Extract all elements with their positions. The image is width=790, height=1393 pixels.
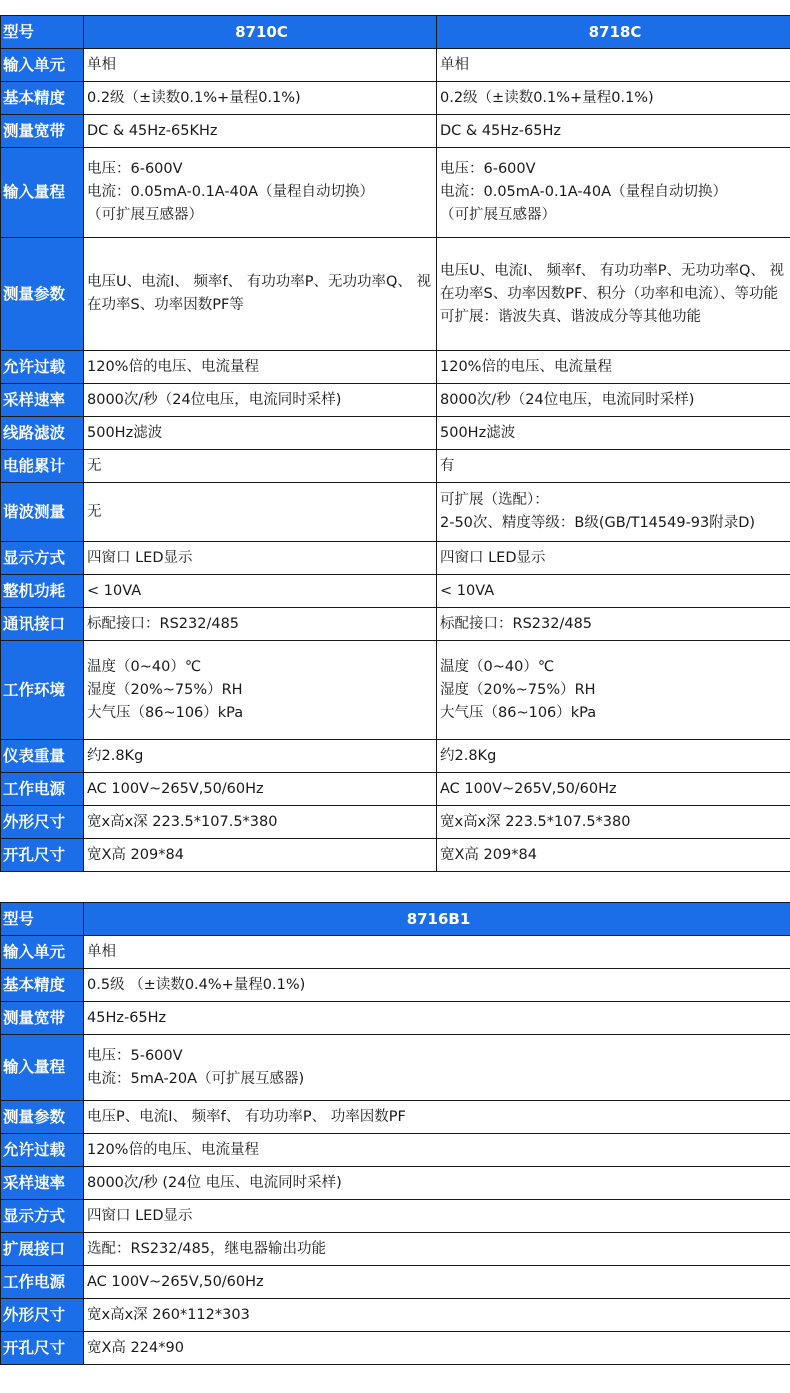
value-cell-8718c xyxy=(437,450,790,483)
table-row xyxy=(1,82,790,115)
cell-text-line: DC & 45Hz-65Hz xyxy=(440,122,561,139)
cell-text-line: 湿度（20%~75%）RH xyxy=(87,681,243,698)
value-cell-8716b1 xyxy=(84,1299,790,1332)
table-row xyxy=(1,1332,790,1365)
table-row xyxy=(1,773,790,806)
row-label: 外形尺寸 xyxy=(1,1299,84,1332)
table-row xyxy=(1,839,790,872)
cell-text-line: 宽X高 224*90 xyxy=(87,1339,184,1356)
cell-text-line: AC 100V~265V,50/60Hz xyxy=(87,780,264,797)
cell-text-line: 电压P、电流I、 频率f、 有功功率P、 功率因数PF xyxy=(87,1108,406,1125)
row-label: 采样速率 xyxy=(1,1167,84,1200)
table-row xyxy=(1,641,790,740)
cell-text-line: （可扩展互感器） xyxy=(87,207,203,223)
value-cell-8716b1 xyxy=(84,1332,790,1365)
model-header-8718c: 8718C xyxy=(437,16,790,49)
value-cell-8718c xyxy=(437,384,790,417)
value-cell-8718c xyxy=(437,839,790,872)
table-row xyxy=(1,49,790,82)
value-cell-8716b1 xyxy=(84,1200,790,1233)
value-cell-8716b1 xyxy=(84,1101,790,1134)
value-cell-8710c xyxy=(84,773,437,806)
row-label: 测量参数 xyxy=(1,238,84,351)
value-cell-8716b1 xyxy=(84,1134,790,1167)
table-header-row xyxy=(1,903,790,936)
cell-text-line: 标配接口：RS232/485 xyxy=(87,615,240,632)
model-header-label: 型号 xyxy=(1,903,84,936)
row-label: 测量宽带 xyxy=(1,115,84,148)
table-row xyxy=(1,483,790,542)
value-cell-8716b1 xyxy=(84,1002,790,1035)
value-cell-8710c xyxy=(84,115,437,148)
cell-text-line: 0.2级（±读数0.1%+量程0.1%) xyxy=(87,89,301,106)
value-cell-8718c xyxy=(437,542,790,575)
cell-text-line: 2-50次、精度等级：B级(GB/T14549-93附录D) xyxy=(440,515,756,531)
cell-text-line: 无 xyxy=(87,457,102,474)
model-header-8710c: 8710C xyxy=(84,16,437,49)
value-cell-8710c xyxy=(84,417,437,450)
row-label: 基本精度 xyxy=(1,969,84,1002)
table-row xyxy=(1,936,790,969)
table-row xyxy=(1,969,790,1002)
value-cell-8710c xyxy=(84,450,437,483)
row-label: 显示方式 xyxy=(1,1200,84,1233)
cell-text-line: 120%倍的电压、电流量程 xyxy=(87,1141,259,1158)
value-cell-8718c xyxy=(437,238,790,351)
value-cell-8710c xyxy=(84,839,437,872)
row-label: 开孔尺寸 xyxy=(1,839,84,872)
row-label: 工作环境 xyxy=(1,641,84,740)
cell-text-line: 0.5级 （±读数0.4%+量程0.1%) xyxy=(87,976,306,993)
value-cell-8718c xyxy=(437,148,790,238)
row-label: 允许过载 xyxy=(1,1134,84,1167)
value-cell-8710c xyxy=(84,351,437,384)
row-label: 允许过载 xyxy=(1,351,84,384)
cell-text-line: 8000次/秒 (24位 电压、电流同时采样) xyxy=(87,1174,342,1191)
cell-text-line: 约2.8Kg xyxy=(87,747,144,764)
value-cell-8718c xyxy=(437,49,790,82)
value-cell-8716b1 xyxy=(84,1035,790,1101)
cell-text-line: 大气压（86~106）kPa xyxy=(440,704,597,721)
cell-text-line: 宽X高 209*84 xyxy=(440,846,537,863)
table-row xyxy=(1,1002,790,1035)
value-cell-8718c xyxy=(437,483,790,542)
table-row xyxy=(1,608,790,641)
spec-table-8710c-8718c xyxy=(0,15,790,872)
value-cell-8718c xyxy=(437,417,790,450)
cell-text-line: 约2.8Kg xyxy=(440,747,497,764)
value-cell-8710c xyxy=(84,806,437,839)
row-label: 整机功耗 xyxy=(1,575,84,608)
cell-text-line: 8000次/秒（24位电压，电流同时采样) xyxy=(440,391,695,408)
value-cell-8718c xyxy=(437,773,790,806)
value-cell-8718c xyxy=(437,115,790,148)
cell-text-line: 电流：5mA-20A（可扩展互感器) xyxy=(87,1070,305,1087)
cell-text-line: 电流：0.05mA-0.1A-40A（量程自动切换） xyxy=(87,184,375,200)
value-cell-8710c xyxy=(84,148,437,238)
cell-text-line: （可扩展互感器） xyxy=(440,207,556,223)
value-cell-8710c xyxy=(84,384,437,417)
cell-text-line: 宽x高x深 223.5*107.5*380 xyxy=(440,813,631,830)
table-row xyxy=(1,148,790,238)
table-row xyxy=(1,450,790,483)
value-cell-8710c xyxy=(84,483,437,542)
cell-text-line: 45Hz-65Hz xyxy=(87,1009,167,1026)
cell-text-line: 大气压（86~106）kPa xyxy=(87,704,244,721)
value-cell-8710c xyxy=(84,608,437,641)
cell-text-line: 有 xyxy=(440,457,455,474)
table-row xyxy=(1,384,790,417)
cell-text-line: 选配：RS232/485，继电器输出功能 xyxy=(87,1240,327,1257)
row-label: 测量参数 xyxy=(1,1101,84,1134)
row-label: 通讯接口 xyxy=(1,608,84,641)
cell-text-line: 四窗口 LED显示 xyxy=(87,1207,193,1224)
row-label: 输入量程 xyxy=(1,148,84,238)
row-label: 线路滤波 xyxy=(1,417,84,450)
cell-text-line: < 10VA xyxy=(440,582,495,599)
value-cell-8716b1 xyxy=(84,969,790,1002)
model-header-8716b1: 8716B1 xyxy=(84,903,790,936)
row-label: 扩展接口 xyxy=(1,1233,84,1266)
value-cell-8718c xyxy=(437,608,790,641)
table-row xyxy=(1,1101,790,1134)
table-row xyxy=(1,542,790,575)
cell-text-line: 可扩展（选配）： xyxy=(440,492,549,508)
table-row xyxy=(1,115,790,148)
value-cell-8710c xyxy=(84,49,437,82)
row-label: 采样速率 xyxy=(1,384,84,417)
spec-table-body xyxy=(1,16,790,872)
value-cell-8710c xyxy=(84,575,437,608)
table-row xyxy=(1,417,790,450)
cell-text-line: 四窗口 LED显示 xyxy=(440,549,546,566)
row-label: 输入单元 xyxy=(1,936,84,969)
cell-text-line: AC 100V~265V,50/60Hz xyxy=(440,780,617,797)
row-label: 显示方式 xyxy=(1,542,84,575)
table-row xyxy=(1,1200,790,1233)
row-label: 工作电源 xyxy=(1,773,84,806)
row-label: 外形尺寸 xyxy=(1,806,84,839)
table-row xyxy=(1,1299,790,1332)
cell-text-line: 宽x高x深 223.5*107.5*380 xyxy=(87,813,278,830)
cell-text-line: 电压：6-600V xyxy=(87,161,183,177)
value-cell-8718c xyxy=(437,82,790,115)
value-cell-8718c xyxy=(437,641,790,740)
value-cell-8710c xyxy=(84,542,437,575)
table-row xyxy=(1,238,790,351)
table-row xyxy=(1,1035,790,1101)
cell-text-line: 标配接口：RS232/485 xyxy=(440,615,593,632)
row-label: 输入量程 xyxy=(1,1035,84,1101)
cell-text-line: 单相 xyxy=(87,943,116,960)
cell-text-line: 湿度（20%~75%）RH xyxy=(440,681,596,698)
row-label: 开孔尺寸 xyxy=(1,1332,84,1365)
cell-text-line: 电压U、电流I、 频率f、 有功功率P、无功功率Q、 视在功率S、功率因数PF、积分（功率和电流）、等功能可扩展：谐波失真、谐波成分等其他功能 xyxy=(440,262,784,325)
table-header-row xyxy=(1,16,790,49)
value-cell-8718c xyxy=(437,575,790,608)
cell-text-line: 电压：6-600V xyxy=(440,161,536,177)
row-label: 工作电源 xyxy=(1,1266,84,1299)
cell-text-line: 电压：5-600V xyxy=(87,1047,183,1064)
cell-text-line: < 10VA xyxy=(87,582,142,599)
row-label: 电能累计 xyxy=(1,450,84,483)
cell-text-line: 无 xyxy=(87,503,102,520)
cell-text-line: 500Hz滤波 xyxy=(87,424,163,441)
table-row xyxy=(1,351,790,384)
cell-text-line: AC 100V~265V,50/60Hz xyxy=(87,1273,264,1290)
model-header-label: 型号 xyxy=(1,16,84,49)
table-row xyxy=(1,740,790,773)
value-cell-8710c xyxy=(84,740,437,773)
value-cell-8710c xyxy=(84,82,437,115)
cell-text-line: 单相 xyxy=(87,56,116,73)
spec-table-body xyxy=(1,903,790,1365)
cell-text-line: 500Hz滤波 xyxy=(440,424,516,441)
value-cell-8716b1 xyxy=(84,1266,790,1299)
table-row xyxy=(1,1134,790,1167)
cell-text-line: 四窗口 LED显示 xyxy=(87,549,193,566)
table-row xyxy=(1,1233,790,1266)
row-label: 测量宽带 xyxy=(1,1002,84,1035)
cell-text-line: 120%倍的电压、电流量程 xyxy=(440,358,612,375)
cell-text-line: 宽x高x深 260*112*303 xyxy=(87,1306,250,1323)
row-label: 仪表重量 xyxy=(1,740,84,773)
value-cell-8718c xyxy=(437,351,790,384)
value-cell-8718c xyxy=(437,806,790,839)
table-row xyxy=(1,575,790,608)
row-label: 基本精度 xyxy=(1,82,84,115)
cell-text-line: 8000次/秒（24位电压，电流同时采样) xyxy=(87,391,342,408)
value-cell-8716b1 xyxy=(84,1233,790,1266)
cell-text-line: 电流：0.05mA-0.1A-40A（量程自动切换） xyxy=(440,184,728,200)
row-label: 谐波测量 xyxy=(1,483,84,542)
value-cell-8710c xyxy=(84,238,437,351)
cell-text-line: 宽X高 209*84 xyxy=(87,846,184,863)
table-row xyxy=(1,1266,790,1299)
cell-text-line: 120%倍的电压、电流量程 xyxy=(87,358,259,375)
table-row xyxy=(1,806,790,839)
cell-text-line: 电压U、电流I、 频率f、 有功功率P、无功功率Q、 视在功率S、功率因数PF等 xyxy=(87,274,431,313)
value-cell-8718c xyxy=(437,740,790,773)
cell-text-line: 温度（0~40）℃ xyxy=(440,658,555,675)
cell-text-line: DC & 45Hz-65KHz xyxy=(87,122,218,139)
value-cell-8716b1 xyxy=(84,936,790,969)
table-row xyxy=(1,1167,790,1200)
cell-text-line: 单相 xyxy=(440,56,469,73)
spec-table-8716b1 xyxy=(0,902,790,1365)
value-cell-8710c xyxy=(84,641,437,740)
value-cell-8716b1 xyxy=(84,1167,790,1200)
cell-text-line: 温度（0~40）℃ xyxy=(87,658,202,675)
row-label: 输入单元 xyxy=(1,49,84,82)
cell-text-line: 0.2级（±读数0.1%+量程0.1%) xyxy=(440,89,654,106)
